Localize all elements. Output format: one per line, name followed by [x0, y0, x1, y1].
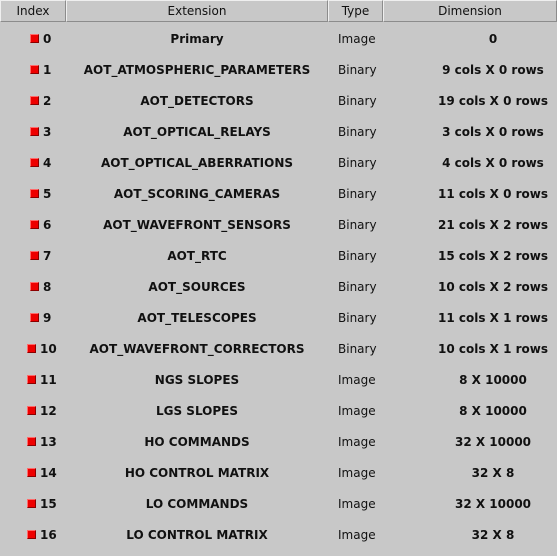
red-square-icon[interactable]	[27, 499, 36, 508]
red-square-icon[interactable]	[27, 468, 36, 477]
row-type-cell: Binary	[338, 94, 377, 108]
row-type-cell: Binary	[338, 187, 377, 201]
row-dimension-cell: 10 cols X 2 rows	[437, 280, 548, 294]
row-index-cell[interactable]	[0, 117, 66, 148]
table-body	[0, 24, 557, 551]
row-dimension-cell: 0	[488, 32, 498, 46]
table-row[interactable]	[0, 24, 557, 55]
row-dimension-cell: 15 cols X 2 rows	[437, 249, 548, 263]
red-square-icon[interactable]	[27, 437, 36, 446]
row-type-cell: Binary	[338, 125, 377, 139]
row-dimension-cell: 8 X 10000	[459, 404, 527, 418]
row-type-cell: Binary	[338, 156, 377, 170]
row-type-cell: Binary	[338, 342, 377, 356]
red-square-icon[interactable]	[27, 375, 36, 384]
row-index-cell[interactable]	[0, 334, 66, 365]
row-extension-cell: AOT_DETECTORS	[140, 94, 254, 108]
red-square-icon[interactable]	[30, 282, 39, 291]
row-index-label: 15	[40, 497, 57, 511]
row-dimension-cell: 32 X 10000	[454, 497, 532, 511]
table-row[interactable]	[0, 117, 557, 148]
row-extension-cell: AOT_TELESCOPES	[137, 311, 257, 325]
row-index-cell[interactable]	[0, 24, 66, 55]
row-type-cell: Image	[338, 373, 376, 387]
table-row[interactable]	[0, 179, 557, 210]
row-index-cell[interactable]	[0, 272, 66, 303]
row-dimension-cell: 32 X 10000	[454, 435, 532, 449]
row-index-label: 11	[40, 373, 57, 387]
row-index-cell[interactable]	[0, 365, 66, 396]
row-dimension-cell: 32 X 8	[471, 528, 515, 542]
row-dimension-cell: 8 X 10000	[459, 373, 527, 387]
row-dimension-cell: 3 cols X 0 rows	[442, 125, 544, 139]
row-index-cell[interactable]	[0, 427, 66, 458]
row-index-cell[interactable]	[0, 458, 66, 489]
row-index-label: 1	[43, 63, 52, 77]
row-type-cell: Image	[338, 497, 376, 511]
row-dimension-cell: 21 cols X 2 rows	[437, 218, 548, 232]
red-square-icon[interactable]	[30, 220, 39, 229]
row-index-cell[interactable]	[0, 489, 66, 520]
row-extension-cell: AOT_WAVEFRONT_CORRECTORS	[89, 342, 305, 356]
table-header	[0, 0, 557, 22]
table-row[interactable]	[0, 396, 557, 427]
table-row[interactable]	[0, 148, 557, 179]
row-index-cell[interactable]	[0, 396, 66, 427]
red-square-icon[interactable]	[27, 344, 36, 353]
row-index-cell[interactable]	[0, 86, 66, 117]
row-index-cell[interactable]	[0, 520, 66, 551]
row-index-cell[interactable]	[0, 148, 66, 179]
row-type-cell: Image	[338, 528, 376, 542]
row-index-cell[interactable]	[0, 241, 66, 272]
row-index-cell[interactable]	[0, 55, 66, 86]
row-index-label: 0	[43, 32, 52, 46]
row-dimension-cell: 32 X 8	[471, 466, 515, 480]
row-index-label: 8	[43, 280, 52, 294]
row-index-label: 13	[40, 435, 57, 449]
row-dimension-cell: 11 cols X 1 rows	[437, 311, 548, 325]
row-index-label: 12	[40, 404, 57, 418]
row-type-cell: Image	[338, 404, 376, 418]
column-header-index[interactable]: Index	[0, 0, 66, 22]
table-row[interactable]	[0, 365, 557, 396]
row-extension-cell: AOT_OPTICAL_ABERRATIONS	[100, 156, 294, 170]
row-index-label: 10	[40, 342, 57, 356]
table-row[interactable]	[0, 55, 557, 86]
red-square-icon[interactable]	[30, 34, 39, 43]
row-type-cell: Binary	[338, 280, 377, 294]
red-square-icon[interactable]	[27, 406, 36, 415]
row-type-cell: Binary	[338, 63, 377, 77]
table-row[interactable]	[0, 272, 557, 303]
table-row[interactable]	[0, 427, 557, 458]
row-type-cell: Binary	[338, 218, 377, 232]
row-extension-cell: Primary	[170, 32, 224, 46]
row-extension-cell: LO COMMANDS	[145, 497, 249, 511]
red-square-icon[interactable]	[30, 127, 39, 136]
table-row[interactable]	[0, 520, 557, 551]
row-type-cell: Image	[338, 466, 376, 480]
red-square-icon[interactable]	[30, 65, 39, 74]
row-index-label: 16	[40, 528, 57, 542]
row-dimension-cell: 11 cols X 0 rows	[437, 187, 548, 201]
table-row[interactable]	[0, 458, 557, 489]
row-index-label: 2	[43, 94, 52, 108]
row-extension-cell: AOT_OPTICAL_RELAYS	[123, 125, 271, 139]
red-square-icon[interactable]	[30, 189, 39, 198]
red-square-icon[interactable]	[30, 158, 39, 167]
row-index-cell[interactable]	[0, 303, 66, 334]
row-type-cell: Image	[338, 435, 376, 449]
table-row[interactable]	[0, 489, 557, 520]
row-type-cell: Binary	[338, 249, 377, 263]
row-index-label: 9	[43, 311, 52, 325]
row-index-label: 7	[43, 249, 52, 263]
red-square-icon[interactable]	[30, 313, 39, 322]
row-type-cell: Binary	[338, 311, 377, 325]
row-type-cell: Image	[338, 32, 376, 46]
row-extension-cell: AOT_RTC	[167, 249, 227, 263]
column-header-dimension[interactable]: Dimension	[383, 0, 557, 22]
row-extension-cell: AOT_SOURCES	[148, 280, 246, 294]
row-extension-cell: AOT_WAVEFRONT_SENSORS	[103, 218, 291, 232]
row-extension-cell: AOT_ATMOSPHERIC_PARAMETERS	[83, 63, 311, 77]
row-extension-cell: HO CONTROL MATRIX	[124, 466, 270, 480]
row-extension-cell: LO CONTROL MATRIX	[126, 528, 268, 542]
column-header-extension[interactable]: Extension	[66, 0, 328, 22]
table-row[interactable]	[0, 86, 557, 117]
row-extension-cell: AOT_SCORING_CAMERAS	[113, 187, 281, 201]
table-row[interactable]	[0, 303, 557, 334]
table-row[interactable]	[0, 334, 557, 365]
red-square-icon[interactable]	[30, 96, 39, 105]
row-index-label: 5	[43, 187, 52, 201]
row-index-cell[interactable]	[0, 179, 66, 210]
row-index-cell[interactable]	[0, 210, 66, 241]
column-header-type[interactable]: Type	[328, 0, 383, 22]
table-row[interactable]	[0, 241, 557, 272]
row-dimension-cell: 9 cols X 0 rows	[442, 63, 544, 77]
row-dimension-cell: 10 cols X 1 rows	[437, 342, 548, 356]
row-index-label: 4	[43, 156, 52, 170]
row-extension-cell: HO COMMANDS	[144, 435, 250, 449]
table-row[interactable]	[0, 210, 557, 241]
row-extension-cell: NGS SLOPES	[154, 373, 240, 387]
row-index-label: 3	[43, 125, 52, 139]
red-square-icon[interactable]	[27, 530, 36, 539]
red-square-icon[interactable]	[30, 251, 39, 260]
row-extension-cell: LGS SLOPES	[155, 404, 238, 418]
row-index-label: 6	[43, 218, 52, 232]
row-dimension-cell: 19 cols X 0 rows	[437, 94, 548, 108]
row-index-label: 14	[40, 466, 57, 480]
row-dimension-cell: 4 cols X 0 rows	[442, 156, 544, 170]
